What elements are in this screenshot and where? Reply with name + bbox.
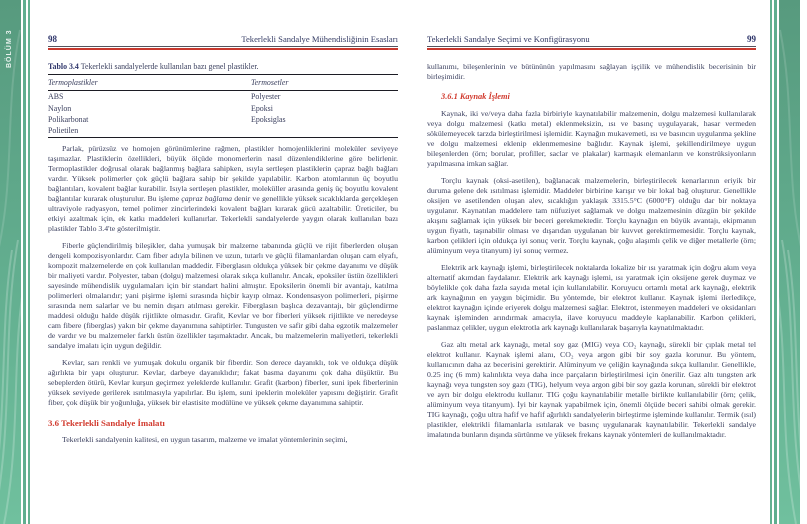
subsection-heading: 3.6.1 Kaynak İşlemi <box>441 92 510 101</box>
column-header-termoplastikler: Termoplastikler <box>48 75 251 91</box>
body-paragraph: Fiberle güçlendirilmiş bileşikler, daha yumuşak bir malzeme tabanında güçlü ve rijit fiberlerden oluşan dengeli kompozisyonlardır. Cam fiber adıyla bilinen ve uzun, tutarlı ve güçlü filamanlardan oluşan cam elyafı, kompozit malzemelerde en çok kullanılan maddedir. Fiberglasın oldukça yüksek bir çekme dayanımı ve düşük bir maliyeti vardır. Polyester, taban (dolgu) malzemesi olarak sıkça kullanılır. Ancak, epoksiler üstün özellikleri sayesinde mühendislik uygulamaları için bir standart halini almıştır. Epoksilerin önemli bir avantajı, katılma polimerleri olmalarıdır; yani pişirme işlemi sırasında hiçbir kayıp olmaz. Kondensasyon polimerleri, pişirme sırasında nem salarlar ve bu nemin dışarı atılması gerekir. Fiberglasın başlıca dezavantajı, bir güçlendirme maddesi olduğu halde düşük rijitlikte olmasıdır. Grafit, Kevlar ve bor fiberleri yüksek rijitlikte ve neredeyse cam fibere (fiberglas) yakın bir çekme dayanımına sahiptirler. Tungusten ve safir gibi daha egzotik malzemeler de vardır ve bu malzemeler farklı üstün özellikler taşımaktadır. Ancak, bu malzemelerin maliyetleri, tekerlekli sandalye imalatı için uygun değildir. <box>48 240 398 350</box>
left-page-number: 98 <box>48 34 57 44</box>
table-caption-label: Tablo 3.4 <box>48 62 79 71</box>
body-paragraph: Elektrik ark kaynağı işlemi, birleştirilecek noktalarda lokalize bir ısı yaratmak için doğru akım veya alternatif akımdan faydalanır. Elektrik ark kaynağı işlemi, ısı yaratmak için oksijene gerek duymaz ve böylelikle çok daha fazla sayıda metal için kullanılabilir. Koruyucu ortamlı metal ark kaynağı, elektrik ark kaynağının en yaygın biçimidir. Bu yöntemde, bir elektrot kullanır. Kaynak işlemi ilerledikçe, elektrot kaynağın içinde eriyerek dolgu malzemesi sağlar. Elektrot, istenmeyen maddeleri ve oksidanları kaynak işleminden arındırmak amacıyla, ilave koruyucu maddeyle kaplanabilir. Karbon çelikleri, paslanmaz çelikler, uygun elektrotla ark kaynağı kullanılarak başarıyla kaynatılmaktadır. <box>427 263 756 332</box>
left-page <box>48 34 398 452</box>
right-page-number: 99 <box>747 34 756 44</box>
band-stripes-left <box>21 0 30 524</box>
header-rule-dark <box>427 46 756 47</box>
right-page <box>427 34 756 447</box>
table-header-row <box>48 75 398 91</box>
body-paragraph: Gaz altı metal ark kaynağı, metal soy gaz (MIG) veya CO₂ kaynağı, sürekli bir çıplak metal tel elektrot kullanır. Kaynak işlemi alanı, CO₂ veya argon gibi bir soy gazla korunur. Bu yöntem, kullanıcının daha az becerisini gerektirir. Alüminyum ve çeliğin kaynağında sıkça kullanılır. Genellikle, 0.25 inç (6 mm) kalınlıkta veya daha ince parçaların birleştirilmesi için önerilir. Gaz altı tungsten ark kaynağı veya tungsten soy gazı (TIG), helyum veya argon gibi bir soy gazla korunan, sürekli bir elektrot ve ayrı bir dolgu elektrodu kullanır. TIG çoğu kaynatılabilir metalle birlikte kullanılabilir (örn; çelik, alüminyum veya titanyum). İyi bir kaynak yapabilmek için, önemli ölçüde beceri sahibi olmak gerekir. TIG kaynağı, çoğu ultra hafif ve hafif ağırlıklı sandalyelerin birleştirme işleminde kullanılır. Termik (ısıl) plastikler, elektrikli filamanlarla ısıtılarak ve basınç uygulanarak kaynatılabilir. Tekerlekli sandalye imalatında bunların dışında sürtünme ve yüksek frekans kaynak yöntemleri de kullanılmaktadır. <box>427 340 756 439</box>
chapter-tab-label: BÖLÜM 3 <box>800 35 807 75</box>
body-paragraph: Kaynak, iki ve/veya daha fazla birbiriyle kaynatılabilir malzemenin, dolgu malzemesi kullanılarak veya dolgu malzemesi (katkı metal) eklenmeksizin, ısı ve basınç uygulayarak, hasar vermeden sökülemeyecek tarzda birleştirilmesi işlemidir. Kaynağın mukavemeti, ısı ve basıncın uygulanma şekline ve dolgu malzemesi eklenip eklenmemesine bağlıdır. Kaynak işlemi, şekillendirilmeye uygun bileşenlerden (örn; borular, profiller, saclar ve plakalar) karmaşık elemanların ve konstrüksiyonların yapılmasına imkan sağlar. <box>427 109 756 168</box>
table-caption <box>48 62 398 71</box>
table-caption-text: Tekerlekli sandalyelerde kullanılan bazı genel plastikler. <box>78 62 259 71</box>
band-stripes-right <box>770 0 779 524</box>
chapter-band-left <box>0 0 21 524</box>
body-paragraph: Torçlu kaynak (oksi-asetilen), bağlanacak malzemelerin, birleştirilecek kenarlarının eriyik bir duruma gelene dek ısıtılması işlemidir. Maddeler birbirine karışır ve bir lokal bağ oluşturur. Genellikle oksijen ve asetilenden oluşan alev, sıcaklığın yaklaşık 3315.5°C (6000°F) olduğu dar bir noktaya uygulanır. Kaynatılan maddelere tam nüfuziyet sağlamak ve dolgu malzemesinin düzgün bir şekilde akışını sağlamak için yüksek bir beceri gerekmektedir. Torçlu kaynağın en büyük avantajı, ekipmanın uygun fiyatlı, taşınabilir olması ve dışarıdan uygulanan bir kuvvet gerektirmemesidir. Torçlu kaynak, karbon çelikleri için oldukça iyi sonuç verir. Torçlu kaynak, çoğu alaşımlı çelik ve diğer metallerle (örn; alüminyum veya titanyum) iyi sonuç vermez. <box>427 176 756 255</box>
cell <box>251 125 398 137</box>
header-rule-dark <box>48 46 398 47</box>
cell: Polikarbonat <box>48 114 89 124</box>
chapter-band-right <box>779 0 807 524</box>
cell: Naylon <box>48 103 72 113</box>
right-running-head <box>427 34 756 44</box>
table-row <box>48 114 398 125</box>
table-row <box>48 125 398 137</box>
table-row <box>48 102 398 113</box>
left-running-head <box>48 34 398 44</box>
body-paragraph <box>48 144 398 234</box>
cell: Polyester <box>251 92 281 102</box>
left-running-title: Tekerlekli Sandalye Mühendisliğinin Esasları <box>241 34 398 44</box>
body-paragraph: Kevlar, sarı renkli ve yumuşak dokulu organik bir fiberdir. Son derece dayanıklı, tok ve oldukça düşük ağırlıkta bir yapı oluşturur. Kevlar, darbeye dayanıklıdır; fakat basma dayanımı çok daha düşüktür. Bu sebeplerden ötürü, Kevlar kurşun geçirmez yeleklerde kullanılır. Grafit (karbon) fiberler, suni ipek fiberlerinin yüksek seviyede gerilerek ısıtılmasıyla yapılırlar. Bu işlem, suni ipeklerin moleküler yapısını değiştirir. Grafit fiber, çok düşük bir yoğunluğa, yüksek bir elastisite modülüne ve yüksek çekme dayanımına sahiptir. <box>48 357 398 407</box>
cell: Epoksi <box>251 103 273 113</box>
cell: ABS <box>48 92 64 102</box>
body-paragraph: Tekerlekli sandalyenin kalitesi, en uygun tasarım, malzeme ve imalat yöntemlerinin seçimi, <box>62 434 348 444</box>
paragraph-text: Parlak, pürüzsüz ve homojen görünümlerine rağmen, plastikler homojenliklerini moleküler seviyeye taşımazlar. Plastiklerin özellikleri, büyük ölçüde monomerlerin nasıl düzenlendiklerine göre belirlenir. Termoplastikler doğrusal olarak bağlanmış bağlara sahipken, ısıyla sertleşen plastiklerin çapraz bağlı bağları vardır. Yüksek polimerler çok güçlü bağlara sahip bir şekilde yapılabilir. Karbon atomlarının üç boyutlu bağlantıları, kovalent bağlar kurabilir. Isıyla sertleşen plastikler, moleküller arasında geniş üç boyutlu kovalent bağlantılar kurarak oluşturulur. Bu işleme <box>48 143 398 203</box>
chapter-tab-label: BÖLÜM 3 <box>6 29 13 69</box>
paragraph-text: denir ve genellikle yüksek sıcaklıklarda gerçekleşen ultraviyole radyasyon, temel polimer zincirlerindeki kovalent bağları kırarak gücü azaltabilir. Üreticiler, bu etkiyi azaltmak için, ek katkı maddeleri kullanırlar. Tekerlekli sandalyelerde yaygın olarak kullanılan bazı plastikler Tablo 3.4'te gösterilmiştir. <box>48 193 398 233</box>
header-rule-red <box>427 48 756 50</box>
cell: Polietilen <box>48 126 79 136</box>
emphasis-term: çapraz bağlama <box>181 193 233 203</box>
section-heading: 3.6 Tekerlekli Sandalye İmalatı <box>48 417 165 428</box>
plastics-table <box>48 74 398 138</box>
header-rule-red <box>48 48 398 50</box>
right-running-title: Tekerlekli Sandalye Seçimi ve Konfigürasyonu <box>427 34 590 44</box>
column-header-termosetler: Termosetler <box>251 75 398 91</box>
body-paragraph: kullanımı, bileşenlerinin ve bütününün yapılmasını sağlayan işçilik ve mühendislik becerisinin bir birleşimidir. <box>427 62 756 81</box>
cell: Epoksiglas <box>251 114 286 124</box>
table-row <box>48 91 398 103</box>
